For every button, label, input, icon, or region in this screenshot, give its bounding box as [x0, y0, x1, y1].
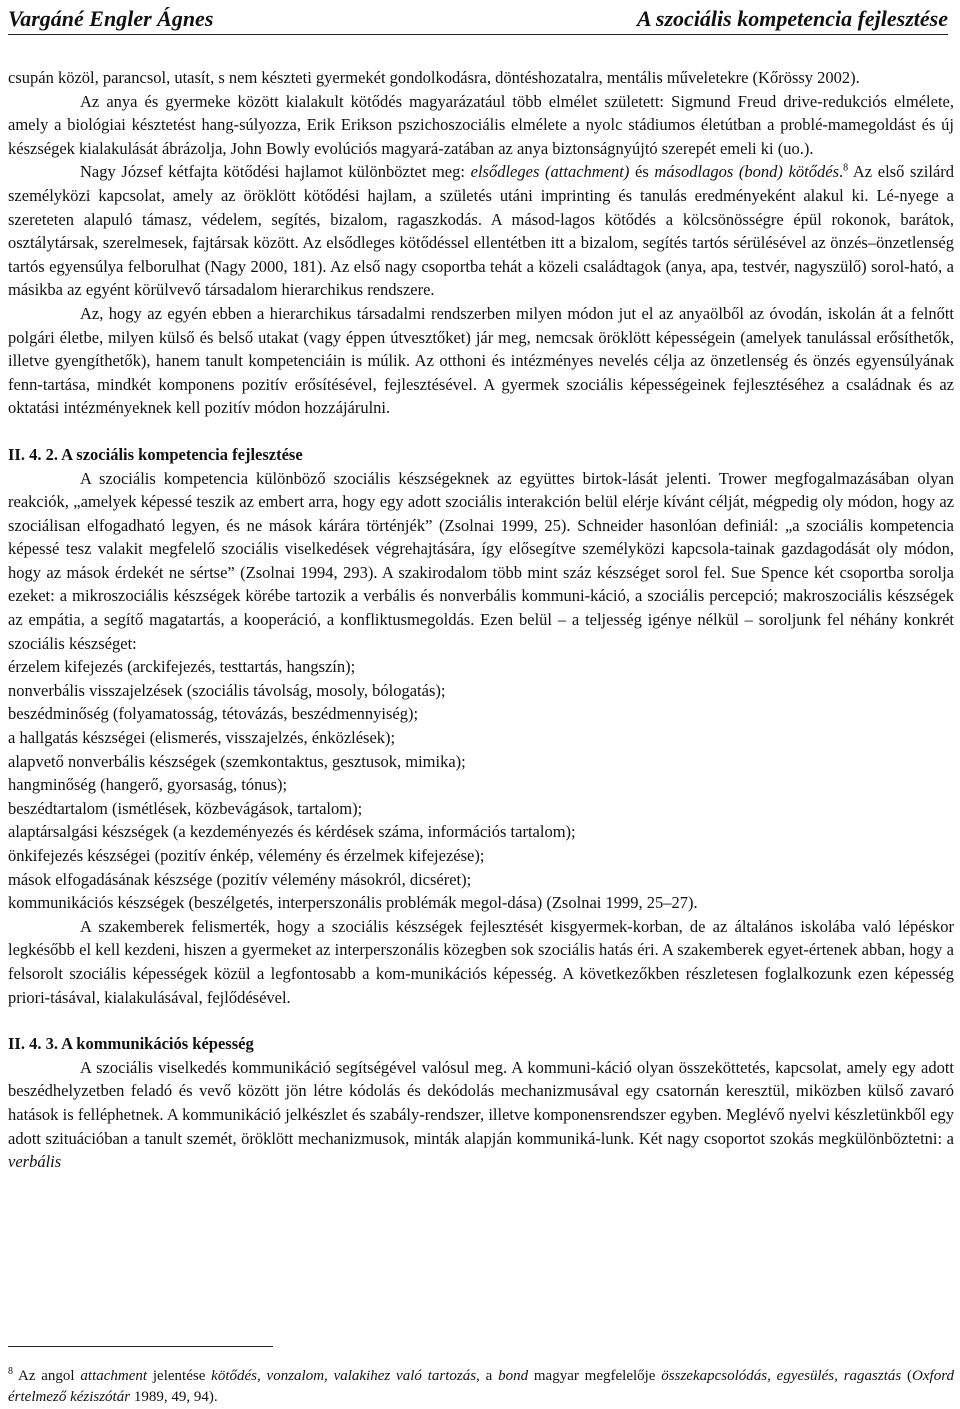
footnote-divider: [8, 1346, 273, 1347]
p3-mid: és: [629, 162, 655, 182]
header-author: Vargáné Engler Ágnes: [8, 6, 214, 31]
fn-em: kötődés, vonzalom, valakihez való tartozás: [211, 1368, 477, 1384]
list-item: érzelem kifejezés (arckifejezés, testtartás, hangszín);: [8, 657, 356, 677]
footnote-8: [8, 1366, 954, 1408]
fn-text: Az angol: [13, 1368, 81, 1384]
fn-text: (: [901, 1368, 913, 1384]
skills-list: [8, 655, 954, 915]
fn-em: Oxford értelmező kéziszótár: [8, 1368, 954, 1405]
list-item: mások elfogadásának készsége (pozitív vélemény másokról, dicséret);: [8, 869, 472, 889]
fn-em: bond: [498, 1368, 529, 1384]
fn-text: 1989, 49, 94).: [130, 1389, 218, 1405]
p7-em-verbalis: verbális: [8, 1152, 62, 1172]
paragraph-5: A szociális kompetencia különböző szociális készségeknek az együttes birtok-lását jelenti. Trower megfogalmazásában olyan reakciók, „amelyek képessé teszik az embert arra, hogy egy adott szociális interakción belül elérje kívánt célját, mégpedig oly módon, hogy az szociálisan elfogadható legyen, és ne mások kárára történjék” (Zsolnai 1999, 25). Schneider hasonlóan definiál: „a szociális kompetencia képessé tesz valakit megfelelő szociális viselkedések végrehajtására, így elősegítve személyközi kapcsola-tainak gazdagodását oly módon, hogy az mások érdekét ne sértse” (Zsolnai 1994, 293). A szakirodalom több mint száz készséget sorol fel. Sue Spence két csoportba sorolja ezeket: a mikroszociális készségek körébe tartozik a verbális és nonverbális kommuni-káció, a szociális percepció; makroszociális készségek az empátia, a segítő magatartás, a kooperáció, a konfliktusmegoldás. Ezen belül – a teljesség igénye nélkül – soroljunk fel néhány konkrét szociális készséget:: [8, 468, 954, 653]
p7-text: A szociális viselkedés kommunikáció segítségével valósul meg. A kommuni-káció olyan összeköttetés, kapcsolat, amely egy adott beszédhelyzetben feladó és vevő között jön létre kódolás és dekódolás mechanizmusával egy csatornán keresztül, miközben külső zavaró hatások is felléphetnek. A kommunikáció jelkészlet és szabály-rendszer, illetve komponensrendszer egyben. Meglévő nyelvi készletünkből egy adott szituációban a tanult szemét, öröklött mechanizmusok, minták alapján kommuniká-lunk. Két nagy csoportot szokás megkülönböztetni: a: [8, 1057, 954, 1148]
list-item: alapvető nonverbális készségek (szemkontaktus, gesztusok, mimika);: [8, 751, 466, 771]
list-item: alaptársalgási készségek (a kezdeményezés és kérdések száma, információs tartalom);: [8, 822, 576, 842]
page-body: [8, 66, 954, 1174]
p3-em-bond: másodlagos (bond) kötődés: [654, 162, 839, 182]
list-item: beszédminőség (folyamatosság, tétovázás, beszédmennyiség);: [8, 704, 419, 724]
list-item: a hallgatás készségei (elismerés, visszajelzés, énközlések);: [8, 728, 396, 748]
fn-em: attachment: [80, 1368, 148, 1384]
fn-em: összekapcsolódás, egyesülés, ragasztás: [661, 1368, 902, 1384]
p3-em-attachment: elsődleges (attachment): [470, 162, 630, 182]
list-item: nonverbális visszajelzések (szociális távolság, mosoly, bólogatás);: [8, 680, 446, 700]
header-title: A szociális kompetencia fejlesztése: [636, 6, 948, 31]
section-heading-4-3: II. 4. 3. A kommunikációs képesség: [8, 1034, 254, 1054]
fn-text: magyar megfelelője: [528, 1368, 662, 1384]
list-item: kommunikációs készségek (beszélgetés, interperszonális problémák megol-dása) (Zsolnai 1999, 25–27).: [8, 893, 698, 913]
fn-text: jelentése: [147, 1368, 212, 1384]
footnote-number: 8: [8, 1366, 13, 1377]
fn-text: , a: [476, 1368, 499, 1384]
paragraph-7: [8, 1056, 954, 1174]
paragraph-4: Az, hogy az egyén ebben a hierarchikus társadalmi rendszerben milyen módon jut el az anyaölből az óvodán, iskolán át a felnőtt polgári életbe, milyen külső és belső utakat (vagy éppen útvesztőket) jár meg, nemcsak öröklött képességein (amelyek tanulással erősíthetők, illetve gyengíthetők), hanem tanult kompetenciáin is múlik. Az otthoni és intézményes nevelés célja az önzetlenség és önzés egyensúlyának fenn-tartása, mindkét komponens pozitív erősítésével, fejlesztésével. A gyermek szociális képességeinek fejlesztéséhez a családnak és az oktatási intézményeknek kell pozitív módon hozzájárulni.: [8, 303, 954, 418]
p3-after: Az első szilárd személyközi kapcsolat, amely az öröklött kötődési hajlam, a születés utáni imprinting és tanulás eredményeként alakul ki. Lé-nyege a szereteten alapuló támasz, védelem, segítés, bizalom, ragaszkodás. A másod-lagos kötődés a kölcsönösségre épül rokonok, barátok, osztálytársak, szerelmesek, fajtársak között. Az elsődleges kötődéssel ellentétben itt a bizalom, segítés tartós sérülésével az önzés–önzetlenség tartós egyensúlya felborulhat (Nagy 2000, 181). Az első nagy csoportba tehát a közeli családtagok (anya, apa, testvér, nagyszülő) sorol-ható, a másikba az egyént körülvevő társadalom hierarchikus rendszere.: [8, 162, 955, 300]
list-item: önkifejezés készségei (pozitív énkép, vélemény és érzelmek kifejezése);: [8, 846, 485, 865]
p3-before: Nagy József kétfajta kötődési hajlamot különböztet meg:: [80, 162, 471, 182]
footnote-ref-8[interactable]: 8: [843, 162, 849, 174]
section-heading-4-2: II. 4. 2. A szociális kompetencia fejlesztése: [8, 444, 303, 464]
paragraph-3: [8, 160, 954, 302]
paragraph-6: A szakemberek felismerték, hogy a szociális készségek fejlesztését kisgyermek-korban, de az általános iskolába való lépéskor legkésőbb el kell kezdeni, hiszen a gyermeket az interperszonális közegben sok szociális hatás éri. A szakemberek egyet-értenek abban, hogy a felsorolt szociális képességek közül a legfontosabb a kom-munikációs képesség. A következőkben részletesen foglalkozunk ezen képesség priori-tásával, kialakulásával, fejlődésével.: [8, 916, 954, 1007]
list-item: beszédtartalom (ismétlések, közbevágások, tartalom);: [8, 798, 363, 818]
list-item: hangminőség (hangerő, gyorsaság, tónus);: [8, 775, 288, 795]
paragraph-2: Az anya és gyermeke között kialakult kötődés magyarázatául több elmélet született: Sigmund Freud drive-redukciós elmélete, amely a biológiai késztetést hang-súlyozza, Erik Erikson pszichoszociális elmélete a nyolc stádiumos életútban a problé-mamegoldást és új készségek kialakulását ábrázolja, John Bowly evolúciós magyará-zatában az anya biztonságnyújtó szerepét emeli ki (uo.).: [8, 91, 954, 158]
p3-dot: .: [839, 162, 844, 182]
paragraph-1: csupán közöl, parancsol, utasít, s nem készteti gyermekét gondolkodásra, döntéshozatalra, mentális műveletekre (Kőrössy 2002).: [8, 68, 860, 87]
running-header: [8, 4, 948, 35]
